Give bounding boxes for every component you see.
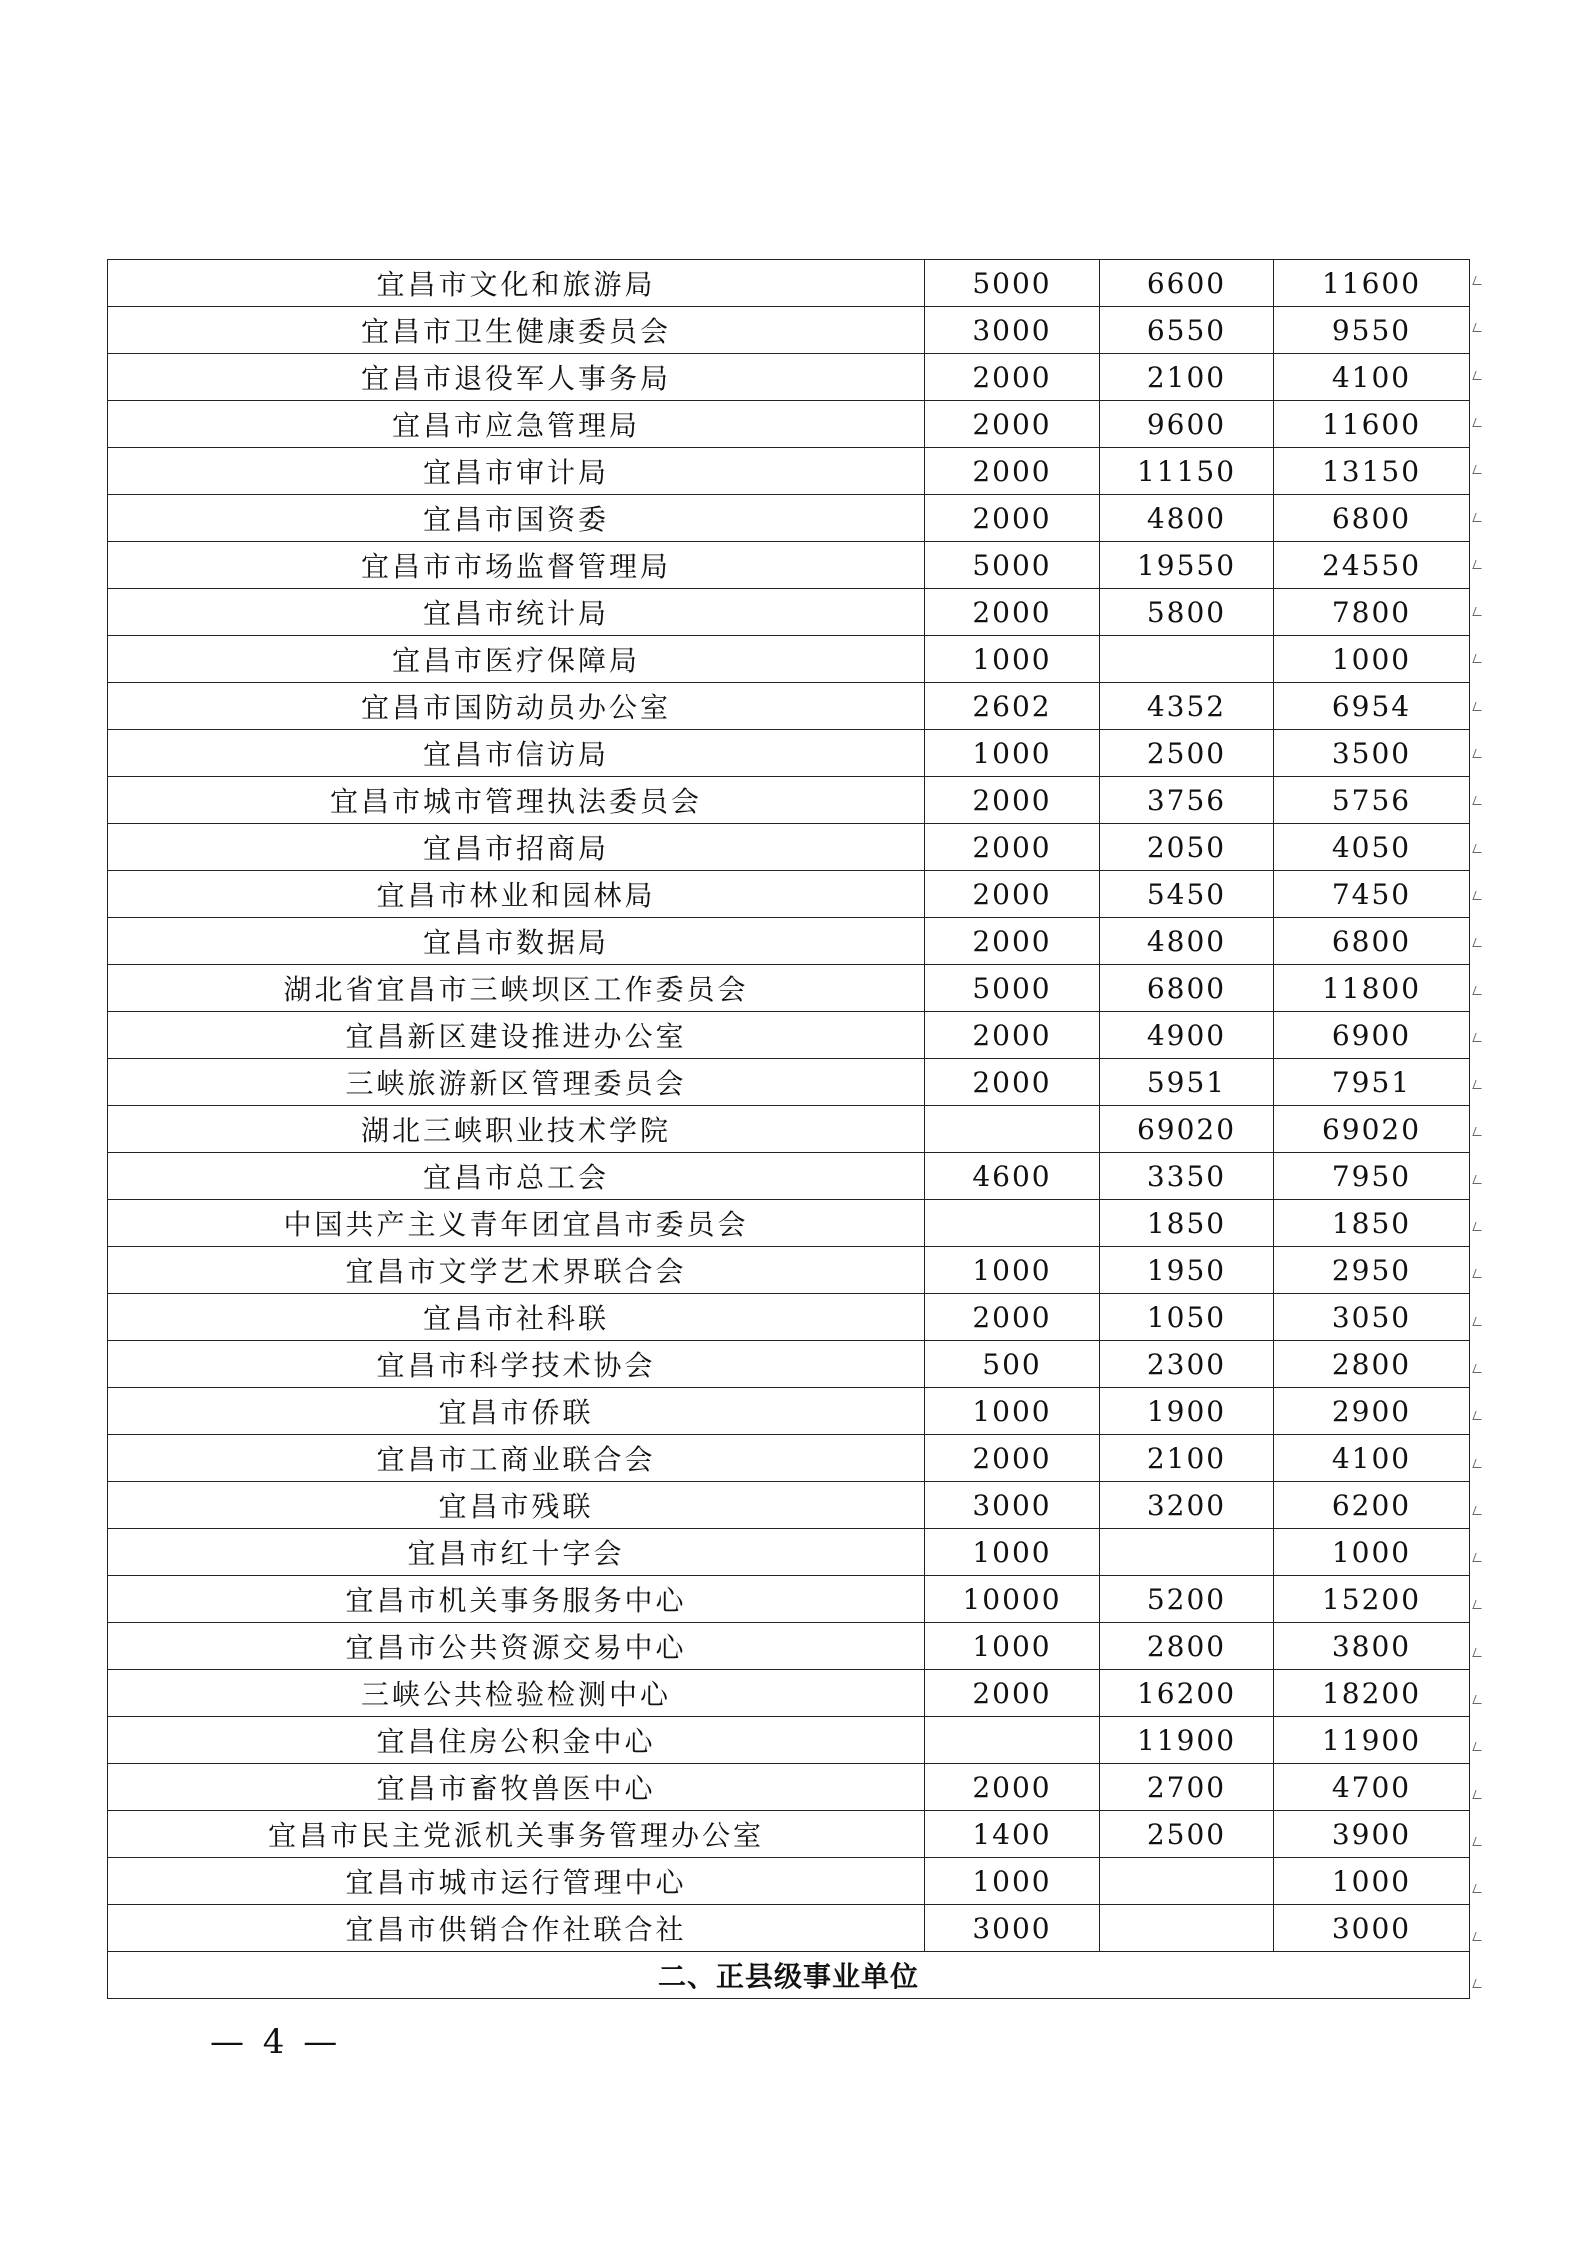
paragraph-mark-icon (1472, 654, 1484, 663)
table-row (108, 1858, 1470, 1905)
amount-total-cell: 11800 (1274, 965, 1470, 1012)
amount-cell-1: 3000 (925, 307, 1100, 354)
unit-name-cell: 宜昌市社科联 (108, 1294, 925, 1341)
amount-total-cell: 2900 (1274, 1388, 1470, 1435)
amount-cell-1: 2000 (925, 1670, 1100, 1717)
paragraph-mark-icon (1472, 1932, 1484, 1941)
amount-cell-2: 4800 (1100, 918, 1274, 965)
unit-name-cell: 宜昌市数据局 (108, 918, 925, 965)
amount-total-cell: 11600 (1274, 401, 1470, 448)
unit-name-cell: 宜昌市卫生健康委员会 (108, 307, 925, 354)
amount-cell-2 (1100, 636, 1274, 683)
amount-cell-1: 2000 (925, 589, 1100, 636)
paragraph-mark-icon (1472, 418, 1484, 427)
unit-name-cell: 宜昌住房公积金中心 (108, 1717, 925, 1764)
unit-name-cell: 宜昌市公共资源交易中心 (108, 1623, 925, 1670)
amount-cell-1: 2000 (925, 401, 1100, 448)
table-row (108, 777, 1470, 824)
table-row (108, 1529, 1470, 1576)
amount-total-cell: 1000 (1274, 1858, 1470, 1905)
amount-cell-1: 10000 (925, 1576, 1100, 1623)
table-row (108, 1482, 1470, 1529)
amount-total-cell: 2800 (1274, 1341, 1470, 1388)
amount-cell-2: 11900 (1100, 1717, 1274, 1764)
unit-name-cell: 宜昌市应急管理局 (108, 401, 925, 448)
amount-cell-2: 11150 (1100, 448, 1274, 495)
amount-total-cell: 1000 (1274, 1529, 1470, 1576)
amount-total-cell: 3500 (1274, 730, 1470, 777)
amount-cell-1: 1000 (925, 1388, 1100, 1435)
amount-total-cell: 6200 (1274, 1482, 1470, 1529)
table-row (108, 871, 1470, 918)
paragraph-mark-icon (1472, 1837, 1484, 1846)
amount-cell-2: 5200 (1100, 1576, 1274, 1623)
table-row (108, 1670, 1470, 1717)
amount-total-cell: 7800 (1274, 589, 1470, 636)
amount-cell-2: 2100 (1100, 354, 1274, 401)
amount-total-cell: 11900 (1274, 1717, 1470, 1764)
budget-table (107, 259, 1470, 1999)
amount-cell-1: 5000 (925, 260, 1100, 307)
amount-cell-2: 5951 (1100, 1059, 1274, 1106)
paragraph-mark-icon (1472, 1695, 1484, 1704)
amount-cell-2: 6550 (1100, 307, 1274, 354)
amount-cell-1: 4600 (925, 1153, 1100, 1200)
table-row (108, 495, 1470, 542)
amount-total-cell: 7951 (1274, 1059, 1470, 1106)
unit-name-cell: 中国共产主义青年团宜昌市委员会 (108, 1200, 925, 1247)
paragraph-mark-icon (1472, 1080, 1484, 1089)
unit-name-cell: 宜昌市机关事务服务中心 (108, 1576, 925, 1623)
paragraph-mark-icon (1472, 1979, 1484, 1988)
paragraph-mark-icon (1472, 796, 1484, 805)
paragraph-mark-icon (1472, 1884, 1484, 1893)
amount-total-cell: 13150 (1274, 448, 1470, 495)
amount-cell-2: 2800 (1100, 1623, 1274, 1670)
section-heading: 二、正县级事业单位 (108, 1952, 1470, 1999)
paragraph-mark-icon (1472, 371, 1484, 380)
paragraph-mark-icon (1472, 986, 1484, 995)
table-row (108, 1717, 1470, 1764)
amount-cell-1: 5000 (925, 965, 1100, 1012)
amount-cell-2: 69020 (1100, 1106, 1274, 1153)
table-row (108, 1341, 1470, 1388)
amount-cell-2: 2050 (1100, 824, 1274, 871)
table-row (108, 307, 1470, 354)
amount-cell-2: 2500 (1100, 1811, 1274, 1858)
amount-cell-1: 2000 (925, 354, 1100, 401)
paragraph-mark-icon (1472, 1269, 1484, 1278)
amount-cell-1: 3000 (925, 1482, 1100, 1529)
unit-name-cell: 宜昌新区建设推进办公室 (108, 1012, 925, 1059)
amount-cell-1: 3000 (925, 1905, 1100, 1952)
amount-total-cell: 3900 (1274, 1811, 1470, 1858)
amount-total-cell: 11600 (1274, 260, 1470, 307)
table-row (108, 1106, 1470, 1153)
amount-total-cell: 5756 (1274, 777, 1470, 824)
amount-cell-1 (925, 1717, 1100, 1764)
paragraph-mark-icon (1472, 1553, 1484, 1562)
unit-name-cell: 宜昌市总工会 (108, 1153, 925, 1200)
table-row (108, 1200, 1470, 1247)
amount-cell-2: 1900 (1100, 1388, 1274, 1435)
table-row (108, 730, 1470, 777)
table-row (108, 401, 1470, 448)
paragraph-mark-icon (1472, 276, 1484, 285)
amount-cell-2: 1850 (1100, 1200, 1274, 1247)
paragraph-mark-icon (1472, 1317, 1484, 1326)
table-row (108, 448, 1470, 495)
amount-cell-2: 5450 (1100, 871, 1274, 918)
amount-total-cell: 18200 (1274, 1670, 1470, 1717)
unit-name-cell: 宜昌市残联 (108, 1482, 925, 1529)
unit-name-cell: 宜昌市城市运行管理中心 (108, 1858, 925, 1905)
amount-total-cell: 4050 (1274, 824, 1470, 871)
amount-total-cell: 3050 (1274, 1294, 1470, 1341)
amount-cell-2: 1050 (1100, 1294, 1274, 1341)
amount-cell-2 (1100, 1905, 1274, 1952)
amount-cell-2: 6600 (1100, 260, 1274, 307)
unit-name-cell: 宜昌市招商局 (108, 824, 925, 871)
table-row (108, 918, 1470, 965)
amount-cell-1: 1400 (925, 1811, 1100, 1858)
amount-cell-1: 500 (925, 1341, 1100, 1388)
unit-name-cell: 宜昌市畜牧兽医中心 (108, 1764, 925, 1811)
paragraph-mark-icon (1472, 702, 1484, 711)
paragraph-mark-icon (1472, 1175, 1484, 1184)
paragraph-mark-icon (1472, 1790, 1484, 1799)
amount-cell-1: 2000 (925, 1764, 1100, 1811)
amount-cell-2: 5800 (1100, 589, 1274, 636)
amount-total-cell: 6900 (1274, 1012, 1470, 1059)
amount-total-cell: 6800 (1274, 495, 1470, 542)
table-row (108, 1247, 1470, 1294)
table-row (108, 824, 1470, 871)
unit-name-cell: 湖北三峡职业技术学院 (108, 1106, 925, 1153)
table-row (108, 260, 1470, 307)
unit-name-cell: 宜昌市国防动员办公室 (108, 683, 925, 730)
table-row (108, 1435, 1470, 1482)
paragraph-mark-icon (1472, 1648, 1484, 1657)
paragraph-mark-icon (1472, 1459, 1484, 1468)
unit-name-cell: 宜昌市工商业联合会 (108, 1435, 925, 1482)
table-row (108, 542, 1470, 589)
paragraph-mark-icon (1472, 749, 1484, 758)
amount-cell-1: 2000 (925, 918, 1100, 965)
unit-name-cell: 三峡旅游新区管理委员会 (108, 1059, 925, 1106)
unit-name-cell: 宜昌市文学艺术界联合会 (108, 1247, 925, 1294)
amount-cell-2: 2100 (1100, 1435, 1274, 1482)
unit-name-cell: 宜昌市民主党派机关事务管理办公室 (108, 1811, 925, 1858)
paragraph-mark-icon (1472, 513, 1484, 522)
paragraph-mark-icon (1472, 1411, 1484, 1420)
unit-name-cell: 宜昌市城市管理执法委员会 (108, 777, 925, 824)
amount-cell-2 (1100, 1858, 1274, 1905)
paragraph-mark-icon (1472, 323, 1484, 332)
amount-cell-1: 1000 (925, 730, 1100, 777)
amount-total-cell: 3000 (1274, 1905, 1470, 1952)
amount-cell-1: 2000 (925, 1435, 1100, 1482)
amount-cell-1: 1000 (925, 1623, 1100, 1670)
amount-cell-2: 4800 (1100, 495, 1274, 542)
unit-name-cell: 宜昌市市场监督管理局 (108, 542, 925, 589)
amount-cell-1: 2000 (925, 777, 1100, 824)
amount-total-cell: 6800 (1274, 918, 1470, 965)
unit-name-cell: 宜昌市供销合作社联合社 (108, 1905, 925, 1952)
amount-cell-1: 1000 (925, 1247, 1100, 1294)
amount-cell-2: 6800 (1100, 965, 1274, 1012)
paragraph-mark-icon (1472, 607, 1484, 616)
amount-total-cell: 6954 (1274, 683, 1470, 730)
paragraph-mark-icon (1472, 891, 1484, 900)
amount-cell-2: 3200 (1100, 1482, 1274, 1529)
amount-cell-1: 2000 (925, 1294, 1100, 1341)
table-row (108, 1012, 1470, 1059)
paragraph-mark-icon (1472, 465, 1484, 474)
amount-total-cell: 4100 (1274, 1435, 1470, 1482)
amount-total-cell: 15200 (1274, 1576, 1470, 1623)
table-row (108, 1764, 1470, 1811)
amount-cell-2: 4352 (1100, 683, 1274, 730)
paragraph-mark-icon (1472, 1742, 1484, 1751)
paragraph-mark-icon (1472, 1033, 1484, 1042)
unit-name-cell: 三峡公共检验检测中心 (108, 1670, 925, 1717)
amount-cell-1: 1000 (925, 1529, 1100, 1576)
amount-cell-2: 3756 (1100, 777, 1274, 824)
unit-name-cell: 湖北省宜昌市三峡坝区工作委员会 (108, 965, 925, 1012)
page-number: — 4 — (210, 2022, 342, 2062)
amount-cell-2: 2500 (1100, 730, 1274, 777)
table-row (108, 1059, 1470, 1106)
amount-cell-2: 2700 (1100, 1764, 1274, 1811)
amount-cell-2: 16200 (1100, 1670, 1274, 1717)
amount-cell-1: 5000 (925, 542, 1100, 589)
unit-name-cell: 宜昌市红十字会 (108, 1529, 925, 1576)
amount-cell-2: 4900 (1100, 1012, 1274, 1059)
unit-name-cell: 宜昌市退役军人事务局 (108, 354, 925, 401)
paragraph-mark-icon (1472, 1364, 1484, 1373)
amount-cell-2: 9600 (1100, 401, 1274, 448)
paragraph-mark-icon (1472, 844, 1484, 853)
paragraph-mark-icon (1472, 1222, 1484, 1231)
paragraph-mark-icon (1472, 560, 1484, 569)
amount-cell-1 (925, 1200, 1100, 1247)
unit-name-cell: 宜昌市医疗保障局 (108, 636, 925, 683)
amount-cell-2: 19550 (1100, 542, 1274, 589)
table-row (108, 683, 1470, 730)
amount-cell-1: 1000 (925, 1858, 1100, 1905)
amount-cell-1: 2602 (925, 683, 1100, 730)
amount-cell-1: 2000 (925, 1059, 1100, 1106)
paragraph-mark-icon (1472, 1127, 1484, 1136)
amount-total-cell: 7950 (1274, 1153, 1470, 1200)
table-row (108, 589, 1470, 636)
table-row (108, 1294, 1470, 1341)
amount-cell-1: 2000 (925, 448, 1100, 495)
amount-total-cell: 7450 (1274, 871, 1470, 918)
unit-name-cell: 宜昌市国资委 (108, 495, 925, 542)
amount-total-cell: 1000 (1274, 636, 1470, 683)
amount-total-cell: 4700 (1274, 1764, 1470, 1811)
amount-cell-1: 2000 (925, 824, 1100, 871)
amount-total-cell: 9550 (1274, 307, 1470, 354)
amount-cell-1: 1000 (925, 636, 1100, 683)
amount-total-cell: 69020 (1274, 1106, 1470, 1153)
unit-name-cell: 宜昌市统计局 (108, 589, 925, 636)
amount-cell-1 (925, 1106, 1100, 1153)
amount-cell-1: 2000 (925, 495, 1100, 542)
amount-total-cell: 2950 (1274, 1247, 1470, 1294)
table-row (108, 965, 1470, 1012)
budget-table-body (108, 260, 1470, 1999)
unit-name-cell: 宜昌市林业和园林局 (108, 871, 925, 918)
unit-name-cell: 宜昌市侨联 (108, 1388, 925, 1435)
table-row (108, 354, 1470, 401)
amount-total-cell: 3800 (1274, 1623, 1470, 1670)
unit-name-cell: 宜昌市科学技术协会 (108, 1341, 925, 1388)
paragraph-mark-icon (1472, 938, 1484, 947)
table-row (108, 1153, 1470, 1200)
amount-cell-2: 1950 (1100, 1247, 1274, 1294)
unit-name-cell: 宜昌市信访局 (108, 730, 925, 777)
paragraph-mark-icon (1472, 1600, 1484, 1609)
section-row (108, 1952, 1470, 1999)
table-row (108, 1623, 1470, 1670)
table-row (108, 1576, 1470, 1623)
amount-cell-1: 2000 (925, 1012, 1100, 1059)
table-row (108, 1905, 1470, 1952)
unit-name-cell: 宜昌市审计局 (108, 448, 925, 495)
amount-cell-1: 2000 (925, 871, 1100, 918)
amount-total-cell: 24550 (1274, 542, 1470, 589)
amount-cell-2: 3350 (1100, 1153, 1274, 1200)
table-row (108, 1388, 1470, 1435)
paragraph-mark-icon (1472, 1506, 1484, 1515)
amount-total-cell: 1850 (1274, 1200, 1470, 1247)
amount-cell-2: 2300 (1100, 1341, 1274, 1388)
amount-cell-2 (1100, 1529, 1274, 1576)
amount-total-cell: 4100 (1274, 354, 1470, 401)
unit-name-cell: 宜昌市文化和旅游局 (108, 260, 925, 307)
table-row (108, 1811, 1470, 1858)
table-row (108, 636, 1470, 683)
